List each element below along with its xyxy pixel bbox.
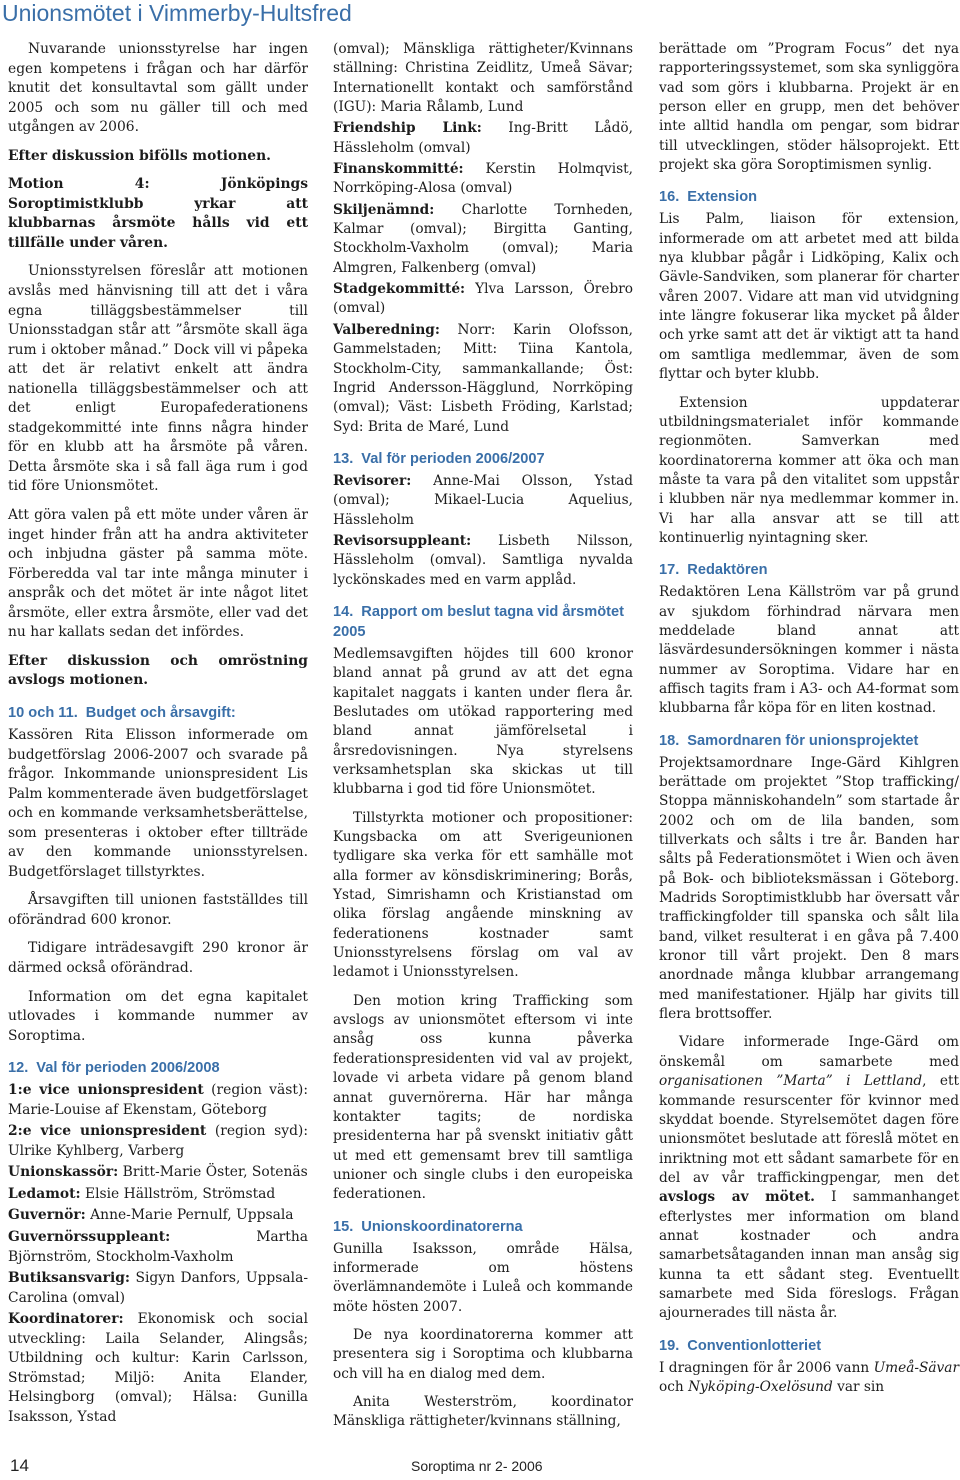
election-role: Revisorer: [333, 472, 412, 489]
section-number: 12. [8, 1060, 29, 1077]
column-2 [333, 40, 633, 1441]
election-role: Finanskommitté: [333, 161, 464, 178]
election-role: Skiljenämnd: [333, 201, 435, 218]
paragraph: (omval); Mänskliga rättigheter/Kvinnans ställning: Christina Zeidlitz, Umeå Sävar; Internationellt kontakt och samförstånd (IGU): Maria Rålamb, Lund [333, 41, 633, 116]
text-run: Vidare informerade Inge-Gärd om önskemål om samarbete med [659, 1034, 959, 1070]
election-entry [8, 1122, 308, 1161]
paragraph: Anita Westerström, koordinator Mänskliga rättigheter/kvinnans ställning, [333, 1393, 633, 1430]
section-number: 16. [659, 189, 680, 206]
election-entry [333, 280, 633, 319]
paragraph: Den motion kring Trafficking som avslogs av unionsmötet eftersom vi inte ansåg oss kunna påverka federationspresidenten vid val av projekt, lovade vi arbeta vidare på genom bland annat guvernörerna. Här har många kontakter tagits; de nordiska presidenterna har på svenskt initiativ gått ut med ett gemensamt brev till samtliga unioner och single clubs i den europeiska federationen. [333, 992, 633, 1203]
section-title: Rapport om beslut tagna vid årsmötet 2005 [333, 603, 625, 640]
election-entry [333, 321, 633, 437]
paragraph: Redaktören Lena Källström var på grund av sjukdom förhindrad närvara men meddelade bland annat att läsvärdesundersökningen kommer i nästa nummer av Soroptima. Vidare har en affisch tagits fram i A3- och A4-format som klubbarna får köpa för en liten kostnad. [659, 584, 959, 717]
election-entry [333, 160, 633, 199]
section-title: Val för perioden 2006/2007 [361, 450, 545, 467]
election-person: Kerstin Holmqvist, Norrköping-Alosa (omval) [333, 161, 633, 197]
publication-footer: Soroptima nr 2- 2006 [411, 1458, 543, 1474]
section-title: Redaktören [687, 562, 768, 579]
election-person: Norr: Karin Olofsson, Gammelstaden; Mitt: Tiina Kantola, Stockholm-City, sammankallande; Öst: Ingrid Andersson-Hägglund, Norrköping (omval); Väst: Lisbeth Fröding, Karlstad; Syd: Brita de Maré, Lund [333, 321, 633, 435]
text-run: och [659, 1378, 689, 1395]
election-entry [333, 472, 633, 530]
election-role: Revisorsuppleant: [333, 532, 472, 549]
motion-label: Motion 4: Jönköpings Soroptimistklubb yrkar att klubbarnas årsmöte hålls vid ett tillfälle under våren. [8, 176, 308, 251]
section-number: 10 och 11. [8, 704, 78, 721]
paragraph: Unionsstyrelsen föreslår att motionen avslås med hänvisning till att det i våra egna tilläggsbestämmelser till Unionsstadgan står att ”årsmöte skall äga rum i oktober månad.” Dock vill vi påpeka att det är relativt enkelt att ändra nationella tilläggsbestämmelser och att det enligt Europafederationens stadgekommitté inte finns några hinder för en klubb att ha årsmöte på våren. Detta årsmöte ska i så fall äga rum i god tid före Unionsmötet. [8, 263, 308, 495]
section-title: Extension [687, 189, 758, 206]
election-entry [8, 1310, 308, 1427]
motion-paragraph [8, 175, 308, 253]
election-entry [8, 1228, 308, 1267]
decision-paragraph: Efter diskussion bifölls motionen. [8, 147, 271, 164]
decision-paragraph: Efter diskussion och omröstning avslogs motionen. [8, 652, 308, 689]
election-role: Stadgekommitté: [333, 281, 466, 298]
paragraph: Kassören Rita Elisson informerade om budgetförslag 2006-2007 och svarade på frågor. Inkommande unionspresident Lis Palm kommenterade även budgetförslaget och en kommande verksamhetsberättelse, som presenteras i oktober efter tillträde av den kommande unionsstyrelsen. Budgetförslaget tillstyrktes. [8, 726, 308, 880]
paragraph [659, 1359, 959, 1398]
paragraph: berättade om ”Program Focus” det nya rapporteringssystemet, som ska synliggöra vad som görs i klubbarna. Projekt är en person eller en grupp, men det behöver inte alltid handla om pengar, som bidrar till utvecklingen, stöder hälsoprojekt. Ett projekt ska göra Soroptimismen synlig. [659, 41, 960, 174]
election-role: Butiksansvarig: [8, 1270, 130, 1287]
election-role: Unionskassör: [8, 1164, 119, 1181]
paragraph: Extension uppdaterar utbildningsmaterialet inför kommande regionmöten. Samverkan med koordinatorerna kommer att öka och man måste ta vara på den vitalitet som uppstår i klubben när nya medlemmar kommer in. Vi har alla ansvar att se till att kontinuerlig nyintagning sker. [659, 394, 959, 546]
page-number: 14 [10, 1456, 29, 1475]
election-entry [8, 1163, 308, 1183]
election-person: Charlotte Tornheden, Kalmar (omval); Birgitta Ganting, Stockholm-Vaxholm (omval); Maria Almgren, Falkenberg (omval) [333, 201, 633, 276]
election-person: Sigyn Danfors, Uppsala-Carolina (omval) [8, 1270, 308, 1306]
election-entry [8, 1081, 308, 1120]
text-run-italic: Nyköping-Oxelösund [688, 1378, 833, 1395]
election-entry [333, 532, 633, 590]
text-run: var sin [832, 1378, 885, 1395]
section-heading-18 [659, 731, 959, 751]
election-role: Guvernör: [8, 1207, 86, 1224]
section-heading-16 [659, 187, 959, 207]
page-header-title: Unionsmötet i Vimmerby-Hultsfred [2, 0, 352, 26]
section-title: Unionskoordinatorerna [361, 1218, 523, 1235]
section-heading-12 [8, 1058, 308, 1078]
paragraph: Information om det egna kapitalet utlovades i kommande nummer av Soroptima. [8, 988, 308, 1044]
paragraph: Att göra valen på ett möte under våren är inget hinder från att ha andra aktiviteter och inbjudna gäster på samma möte. Förberedda val tar inte många minuter i anspråk och det mötet är inte något litet årsmöte, eller extra årsmöte, eller vad det nu har kallats sedan det infördes. [8, 507, 308, 641]
section-number: 17. [659, 562, 680, 579]
text-run: , ett kommande resurscenter för kvinnor med skyddat boende. Styrelsemötet dagen före unionsmötet beslutade att föreslå mötet en inriktning mot ett sådant samarbete för en del av vår traffickingpengar, men det [659, 1073, 959, 1186]
election-person: Lisbeth Nilsson, Hässleholm (omval). Samtliga nyvalda lyckönskades med en varm applåd. [333, 532, 633, 588]
election-person: Britt-Marie Öster, Sotenäs [118, 1164, 308, 1181]
section-heading-13 [333, 449, 633, 469]
election-role: 2:e vice unionspresident [8, 1123, 207, 1140]
election-role: Friendship Link: [333, 120, 482, 137]
section-heading-14 [333, 602, 633, 642]
section-heading-17 [659, 560, 959, 580]
paragraph: Medlemsavgiften höjdes till 600 kronor bland annat på grund av att det egna kapitalet naggats i kanten under flera år. Beslutades om utökad rapportering med bland annat jämförelsetal i årsredovisningen. Nya styrelsens verksamhetsplan ska skickas ut till klubbarna i god tid före Unionsmötet. [333, 645, 633, 798]
section-number: 13. [333, 450, 354, 467]
election-person: Ing-Britt Lådö, Hässleholm (omval) [333, 120, 633, 156]
column-1 [8, 40, 308, 1429]
section-number: 19. [659, 1337, 680, 1354]
paragraph: Nuvarande unionsstyrelse har ingen egen kompetens i frågan och har därför knutit det konsultavtal som gällt under 2005 och som nu gäller till och med utgången av 2006. [8, 41, 308, 136]
paragraph: Årsavgiften till unionen fastställdes till oförändrad 600 kronor. [8, 892, 308, 928]
paragraph: Gunilla Isaksson, område Hälsa, informerade om höstens överlämnandemöte i Luleå och kommande möte hösten 2007. [333, 1240, 633, 1315]
section-number: 14. [333, 603, 354, 620]
paragraph [659, 1033, 959, 1323]
election-role: Ledamot: [8, 1185, 81, 1202]
section-number: 18. [659, 732, 680, 749]
election-role: 1:e vice unionspresident [8, 1082, 204, 1099]
paragraph: Tillstyrkta motioner och propositioner: Kungsbacka om att Sverigeunionen tydligare ska verka för ett samhälle mot alla former av könsdiskriminering; Borås, Ystad, Simrishamn och Kristianstad om olika förslag angående minskning av federationens kostnader samt Unionsstyrelsens förslag om val av ledamot i Unionsstyrelsen. [333, 809, 633, 981]
election-role: Koordinatorer: [8, 1311, 124, 1328]
section-heading-19 [659, 1336, 959, 1356]
section-number: 15. [333, 1218, 354, 1235]
election-person: Ekonomisk och social utveckling: Laila Selander, Alingsås; Utbildning och kultur: Karin Carlsson, Strömstad; Miljö: Anita Elander, Helsingborg (omval); Hälsa: Gunilla Isaksson, Ystad [8, 1311, 308, 1425]
election-role: Valberedning: [333, 321, 440, 338]
election-role: Guvernörssuppleant: [8, 1228, 171, 1245]
paragraph: Tidigare inträdesavgift 290 kronor är därmed också oförändrad. [8, 940, 308, 976]
section-title: Val för perioden 2006/2008 [36, 1060, 220, 1077]
text-run-bold: avslogs av mötet. [659, 1189, 815, 1206]
section-title: Conventionlotteriet [687, 1337, 822, 1354]
text-run: I sammanhanget efterlystes mer information om bland annat kostnader och andra samarbetsåtaganden innan man ansåg sig kunna ta ett sådant steg. Eventuellt samarbete med Sida föreslogs. Frågan ajournerades till nästa år. [659, 1189, 959, 1322]
paragraph: Lis Palm, liaison för extension, informerade om att arbetet med att bilda nya klubbar pågår i Lidköping, Kalix och Gävle-Sandviken, som planerar för charter våren 2007. Vidare att man vid utvidgning inte längre fokuserar lika mycket på ålder och yrke samt att det är viktigt att ta hand om samtliga medlemmar, även de som flyttar och byter klubb. [659, 211, 959, 383]
election-person: Ylva Larsson, Örebro (omval) [333, 281, 633, 317]
election-person: Elsie Hällström, Strömstad [80, 1185, 276, 1202]
election-entry [8, 1206, 308, 1226]
election-person: (region väst): Marie-Louise af Ekenstam, Göteborg [8, 1082, 308, 1118]
section-heading-10-11 [8, 703, 308, 723]
election-person: Anne-Mai Olsson, Ystad (omval); Mikael-Lucia Aquelius, Hässleholm [333, 472, 633, 528]
election-person: Anne-Marie Pernulf, Uppsala [85, 1207, 294, 1224]
election-entry [333, 201, 633, 278]
paragraph: De nya koordinatorerna kommer att presentera sig i Soroptima och klubbarna och vill ha en dialog med dem. [333, 1326, 633, 1382]
column-3 [659, 40, 959, 1406]
text-run: I dragningen för år 2006 vann [659, 1359, 874, 1376]
section-title: Budget och årsavgift: [85, 704, 236, 721]
paragraph: Projektsamordnare Inge-Gärd Kihlgren berättade om projektet ”Stop trafficking/ Stoppa människohandeln” som startade år 2002 och om de lila banden, som tillverkats och sålts i tre år. Banden har sålts på Federationsmötet i Wien och även på Bok- och biblioteksmässan i Göteborg. Madrids Soroptimistklubb har översatt vår traffickingfolder till spanska och sålt lila band, vilket resulterat i en gåva på 7.400 kronor till vårt projekt. Den 8 mars anordnade många klubbar arrangemang med manifestationer. Hjälp har givits till flera brottsoffer. [659, 754, 959, 1023]
election-person: Martha Björnström, Stockholm-Vaxholm [8, 1228, 308, 1265]
text-run-italic: organisationen ”Marta” i Lettland [659, 1073, 923, 1090]
election-entry [333, 119, 633, 158]
election-entry [8, 1269, 308, 1308]
election-person: (region syd): Ulrike Kyhlberg, Varberg [8, 1123, 308, 1159]
election-entry [8, 1185, 308, 1205]
section-title: Samordnaren för unionsprojektet [687, 732, 919, 749]
text-run-italic: Umeå-Sävar [873, 1359, 959, 1376]
section-heading-15 [333, 1217, 633, 1237]
